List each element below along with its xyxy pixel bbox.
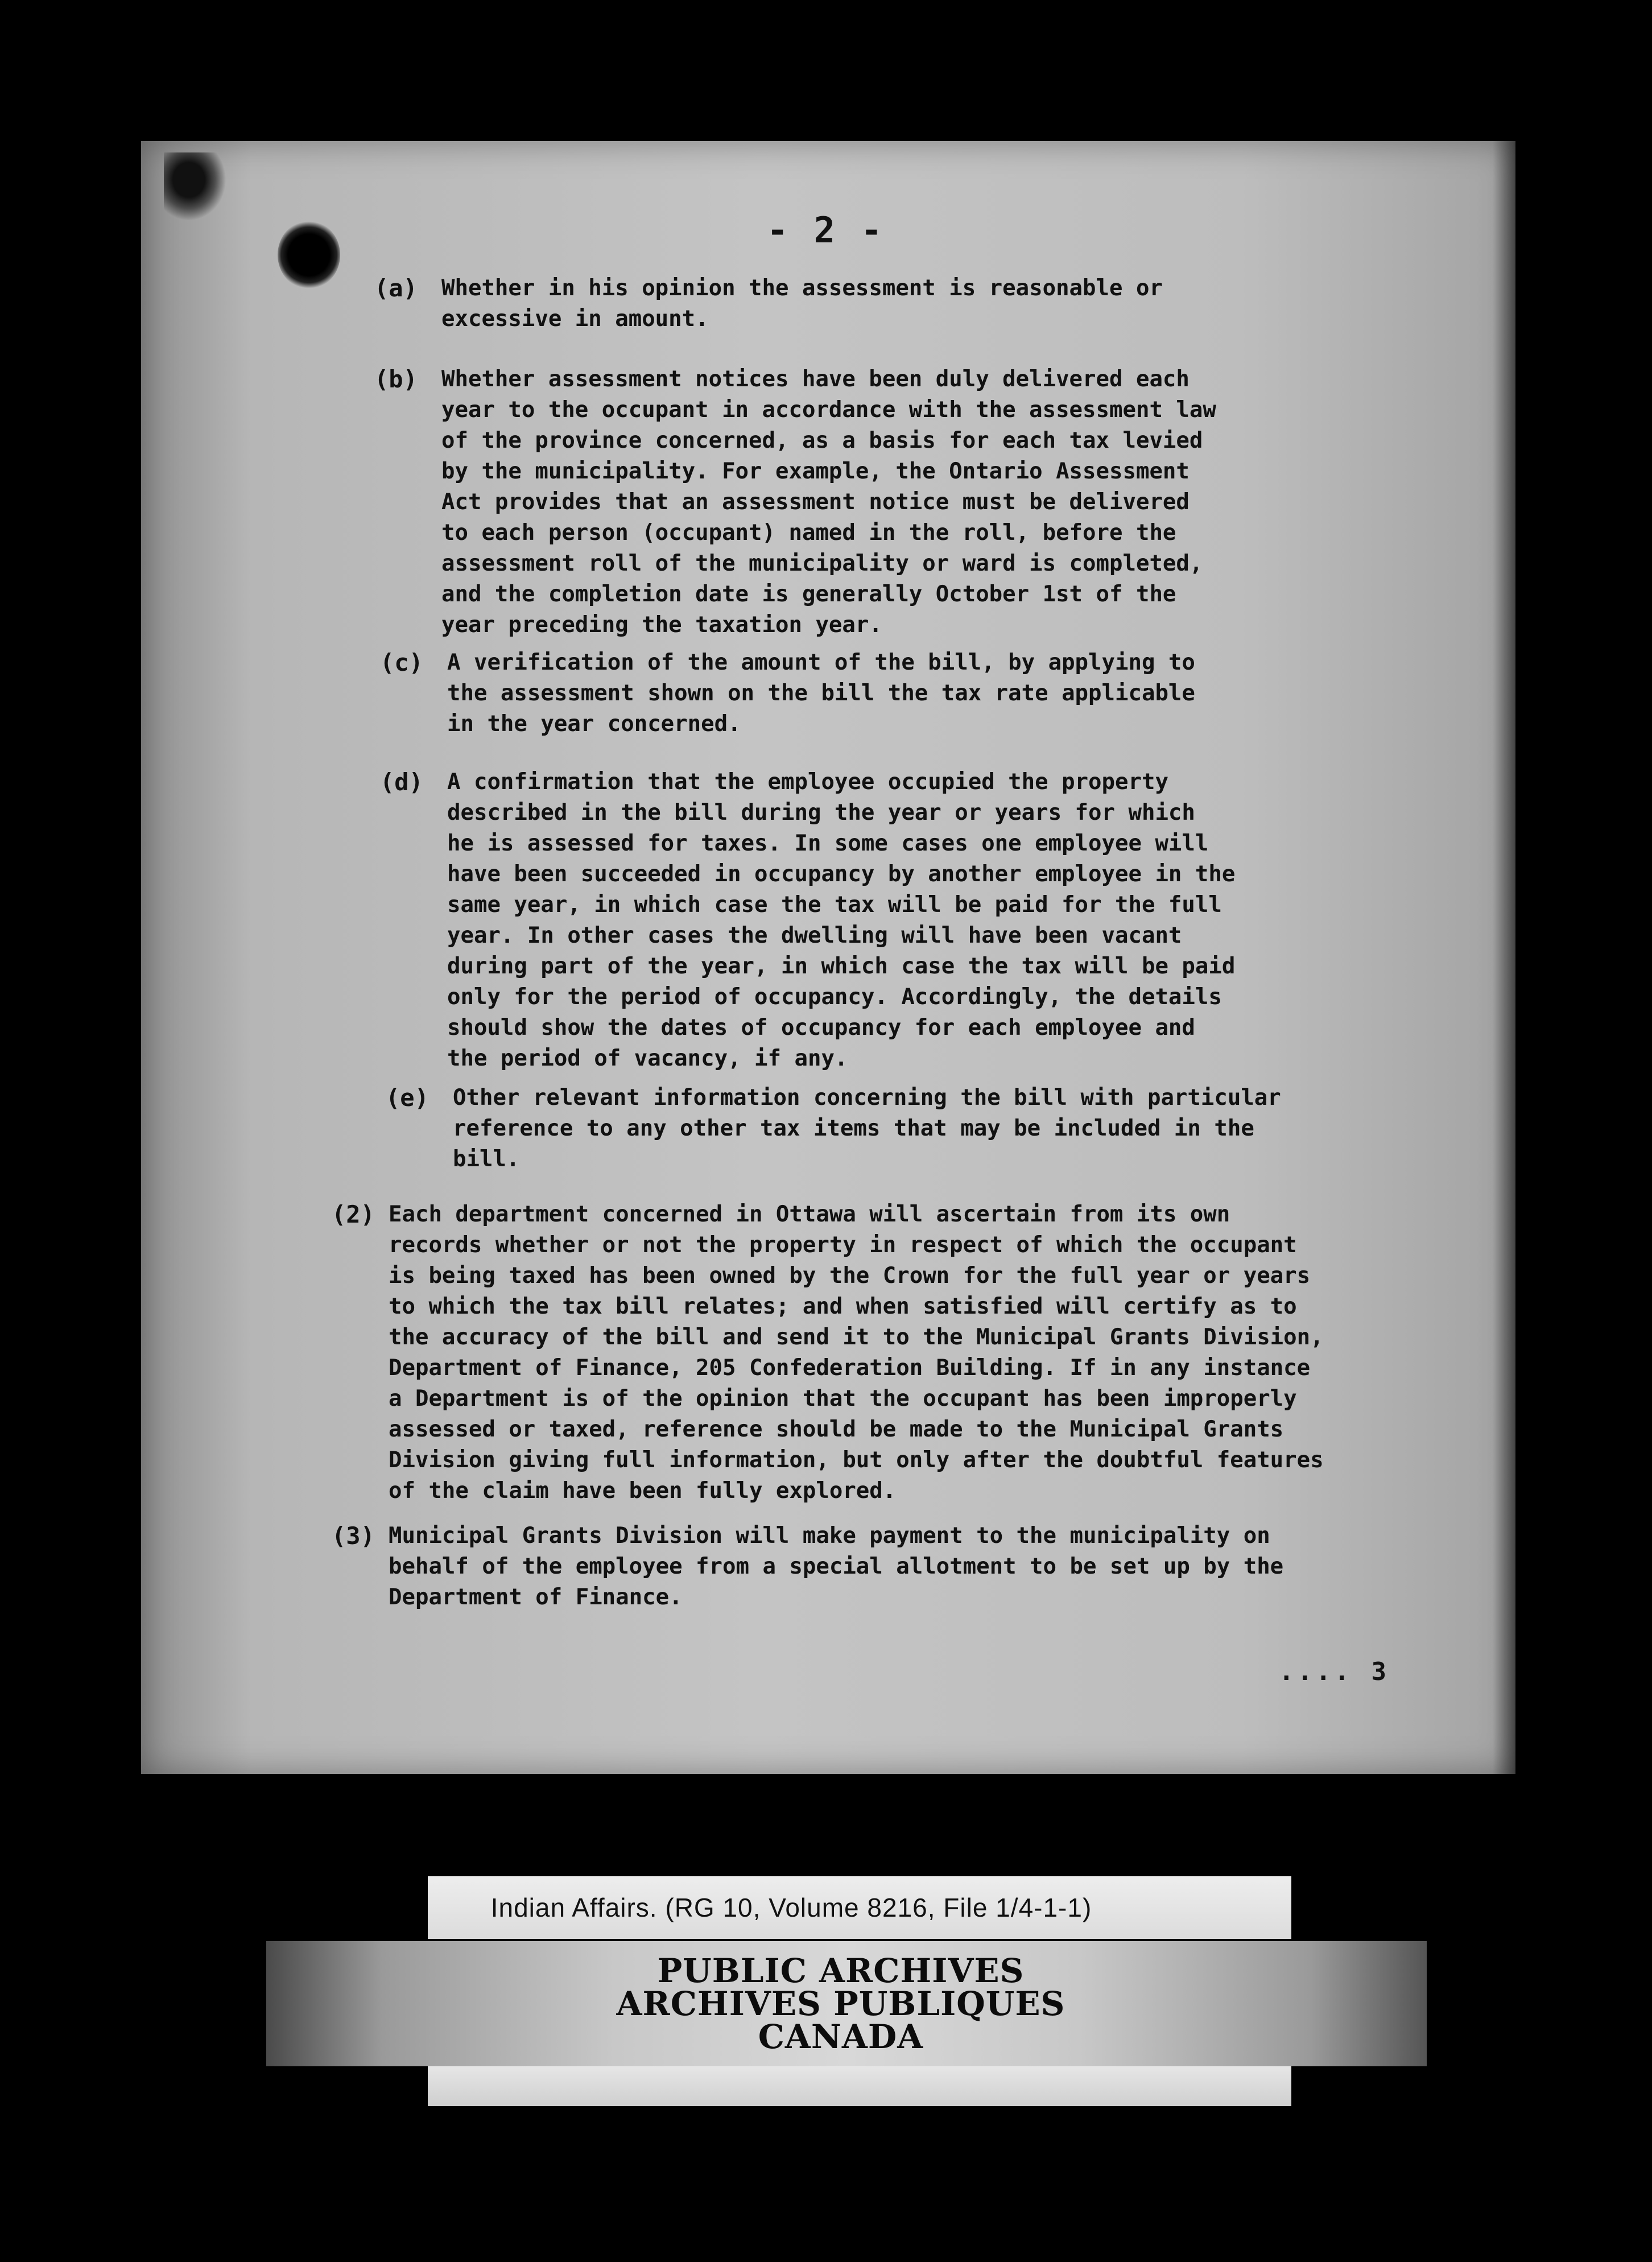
punch-hole-mark bbox=[278, 221, 340, 289]
document-page bbox=[141, 141, 1515, 1774]
item-label: (e) bbox=[386, 1084, 429, 1112]
item-text: A confirmation that the employee occupied the property described in the bill during the year or years for which he is assessed for taxes. In some cases one employee will have been succeeded in occupancy by another employee in the same year, in which case the tax will be paid for the full year. In other cases the dwelling will have been vacant during part of the year, in which case the tax will be paid only for the period of occupancy. Accordingly, the details should show the dates of occupancy for each employee and the period of vacancy, if any. bbox=[447, 769, 1236, 1071]
archive-reference-text: Indian Affairs. (RG 10, Volume 8216, File 1/4-1-1) bbox=[490, 1893, 1092, 1922]
corner-stain-mark bbox=[164, 152, 226, 221]
item-label: (3) bbox=[332, 1522, 375, 1550]
item-label: (d) bbox=[380, 768, 423, 796]
item-label: (a) bbox=[374, 274, 418, 302]
stamp-line: CANADA bbox=[758, 2017, 924, 2056]
item-text: Whether assessment notices have been duly delivered each year to the occupant in accordance with the assessment law of the province concerned, as a basis for each tax levied by the municipality. For example, the Ontario Assessment Act provides that an assessment notice must be delivered to each person (occupant) named in the roll, before the assessment roll of the municipality or ward is completed, and the completion date is generally October 1st of the year preceding the taxation year. bbox=[441, 366, 1216, 638]
stamp-line: PUBLIC ARCHIVES bbox=[657, 1951, 1025, 1990]
archive-label-bottom-strip bbox=[428, 2066, 1291, 2106]
item-text: Municipal Grants Division will make payment to the municipality on behalf of the employee from a special allotment to be set up by the Department of Finance. bbox=[389, 1523, 1284, 1610]
item-label: (c) bbox=[380, 649, 423, 676]
stamp-line: ARCHIVES PUBLIQUES bbox=[616, 1984, 1065, 2023]
page-number: - 2 - bbox=[767, 209, 885, 251]
item-text: Each department concerned in Ottawa will ascertain from its own records whether or not the property in respect of which the occupant is being taxed has been owned by the Crown for the full year or years to which the tax bill relates; and when satisfied will certify as to the accuracy of the bill and send it to the Municipal Grants Division, Department of Finance, 205 Confederation Building. If in any instance a Department is of the opinion that the occupant has been improperly assessed or taxed, reference should be made to the Municipal Grants Division giving full information, but only after the doubtful features of the claim have been fully explored. bbox=[389, 1202, 1324, 1504]
item-text: A verification of the amount of the bill, by applying to the assessment shown on the bill the tax rate applicable in the year concerned. bbox=[447, 650, 1195, 737]
page-edge-shadow bbox=[1493, 141, 1515, 1774]
item-text: Whether in his opinion the assessment is reasonable or excessive in amount. bbox=[441, 275, 1163, 332]
archive-stamp bbox=[266, 1941, 1427, 2066]
item-text: Other relevant information concerning the bill with particular reference to any other tax items that may be included in the bill. bbox=[453, 1085, 1281, 1172]
item-label: (2) bbox=[332, 1200, 375, 1228]
continued-marker: .... 3 bbox=[1279, 1657, 1390, 1686]
item-label: (b) bbox=[374, 365, 418, 393]
archive-reference-label bbox=[428, 1876, 1291, 1939]
